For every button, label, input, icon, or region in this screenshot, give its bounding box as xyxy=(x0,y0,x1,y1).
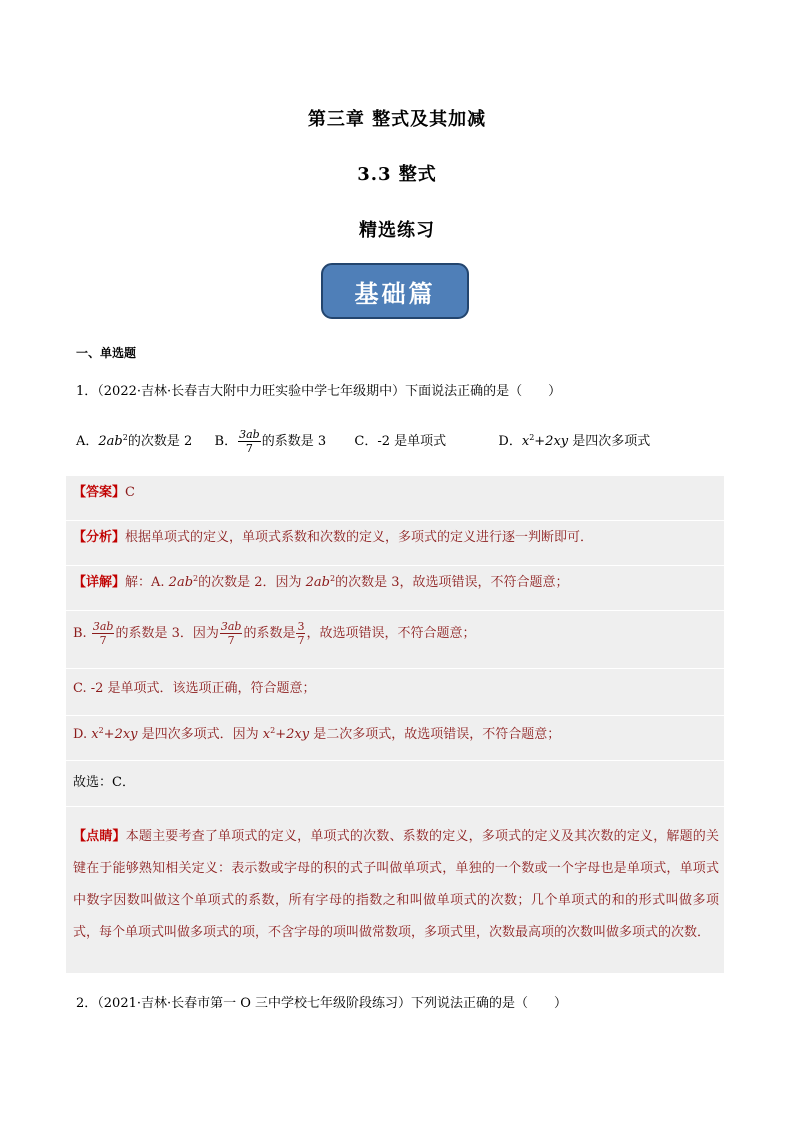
detail-d-prefix: D. xyxy=(73,727,92,742)
comment-tag: 【点睛】 xyxy=(73,829,126,844)
question-1-options xyxy=(76,428,650,455)
fraction-numerator: 3ab xyxy=(239,428,260,441)
answer-value: C xyxy=(125,485,135,500)
option-b-text: 的系数是 3 xyxy=(261,434,327,449)
detail-a-line xyxy=(73,573,569,593)
detail-b-prefix: B. xyxy=(73,626,87,641)
fraction-numerator: 3 xyxy=(297,620,305,633)
detail-a-conclusion: 的次数是 3，故选项错误，不符合题意； xyxy=(335,575,569,590)
detail-d-expr: x xyxy=(91,727,99,742)
fraction-denominator: 7 xyxy=(227,634,235,647)
detail-d-expr2-repeat: +2xy xyxy=(275,727,310,742)
detail-d-text: 是四次多项式．因为 xyxy=(137,727,263,742)
option-d[interactable] xyxy=(498,434,650,449)
fraction-numerator: 3ab xyxy=(220,620,242,633)
option-a-expr: 2ab xyxy=(98,434,123,449)
answer-tag: 【答案】 xyxy=(73,485,126,500)
comment-text: 本题主要考查了单项式的定义，单项式的次数、系数的定义，多项式的定义及其次数的定义，解题的关键在于能够熟知相关定义：表示数或字母的积的式子叫做单项式，单独的一个数或一个字母也是单项式，单项式中数字因数叫做这个单项式的系数，所有字母的指数之和叫做单项式的次数；几个单项式的和的形式叫做多项式，每个单项式叫做多项式的项，不含字母的项叫做常数项，多项式里，次数最高项的次数叫做多项式的次数． xyxy=(73,829,719,940)
detail-a-sup-repeat: 2 xyxy=(330,574,336,583)
detail-d-expr-repeat: x xyxy=(262,727,271,742)
level-badge xyxy=(321,263,469,319)
detail-a-prefix: 解：A. xyxy=(125,575,169,590)
detail-c-line: C. -2 是单项式．该选项正确，符合题意； xyxy=(73,681,316,696)
analysis-tag: 【分析】 xyxy=(73,530,126,545)
fraction-denominator: 7 xyxy=(245,442,253,455)
detail-a-text: 的次数是 2．因为 xyxy=(198,575,306,590)
choose-line: 故选：C． xyxy=(73,775,135,790)
detail-d-conclusion: 是二次多项式，故选项错误，不符合题意； xyxy=(309,727,561,742)
option-c[interactable]: C．-2 是单项式 xyxy=(354,434,447,449)
option-d-sup: 2 xyxy=(529,433,535,442)
option-a[interactable] xyxy=(76,434,196,449)
option-b-fraction xyxy=(238,428,261,455)
detail-b-fraction xyxy=(92,620,115,647)
fraction-denominator: 7 xyxy=(297,634,305,647)
detail-d-sup: 2 xyxy=(98,726,104,735)
option-b[interactable] xyxy=(214,428,331,455)
chapter-title: 第三章 整式及其加减 xyxy=(307,109,487,130)
answer-line xyxy=(73,483,135,503)
fraction-denominator: 7 xyxy=(99,634,107,647)
option-a-sup: 2 xyxy=(122,433,128,442)
detail-d-expr2: +2xy xyxy=(103,727,138,742)
part-label: 一、单选题 xyxy=(76,346,137,360)
detail-a-expr-repeat: 2ab xyxy=(305,575,330,590)
detail-b-text-2: 的系数是 xyxy=(243,626,296,641)
question-1-stem: 1．（2022·吉林·长春吉大附中力旺实验中学七年级期中）下面说法正确的是（ ） xyxy=(76,384,562,399)
detail-tag: 【详解】 xyxy=(73,575,126,590)
section-title: 3.3 整式 xyxy=(357,164,437,185)
option-a-prefix: A． xyxy=(76,434,99,449)
detail-a-sup: 2 xyxy=(193,574,199,583)
comment-paragraph xyxy=(73,821,719,949)
question-2-stem: 2．（2021·吉林·长春市第一 O 三中学校七年级阶段练习）下列说法正确的是（ ） xyxy=(76,996,568,1011)
detail-b-coefficient-fraction xyxy=(296,620,305,647)
analysis-text: 根据单项式的定义，单项式系数和次数的定义，多项式的定义进行逐一判断即可． xyxy=(125,530,594,545)
option-d-expr: x xyxy=(521,434,530,449)
option-b-prefix: B． xyxy=(214,434,238,449)
option-d-prefix: D． xyxy=(498,434,522,449)
detail-b-text: 的系数是 3．因为 xyxy=(115,626,219,641)
option-a-text: 的次数是 2 xyxy=(127,434,193,449)
detail-a-expr: 2ab xyxy=(168,575,194,590)
detail-b-fraction-repeat xyxy=(220,620,243,647)
detail-d-line xyxy=(73,725,560,745)
detail-d-sup-repeat: 2 xyxy=(270,726,276,735)
detail-b-conclusion: ，故选项错误，不符合题意； xyxy=(306,626,476,641)
subtitle: 精选练习 xyxy=(359,220,435,241)
option-d-expr2: +2xy xyxy=(534,434,569,449)
analysis-line xyxy=(73,528,593,548)
detail-b-line xyxy=(73,620,475,647)
fraction-numerator: 3ab xyxy=(92,620,114,633)
level-badge-label: 基础篇 xyxy=(354,278,436,308)
option-d-text: 是四次多项式 xyxy=(568,434,651,449)
